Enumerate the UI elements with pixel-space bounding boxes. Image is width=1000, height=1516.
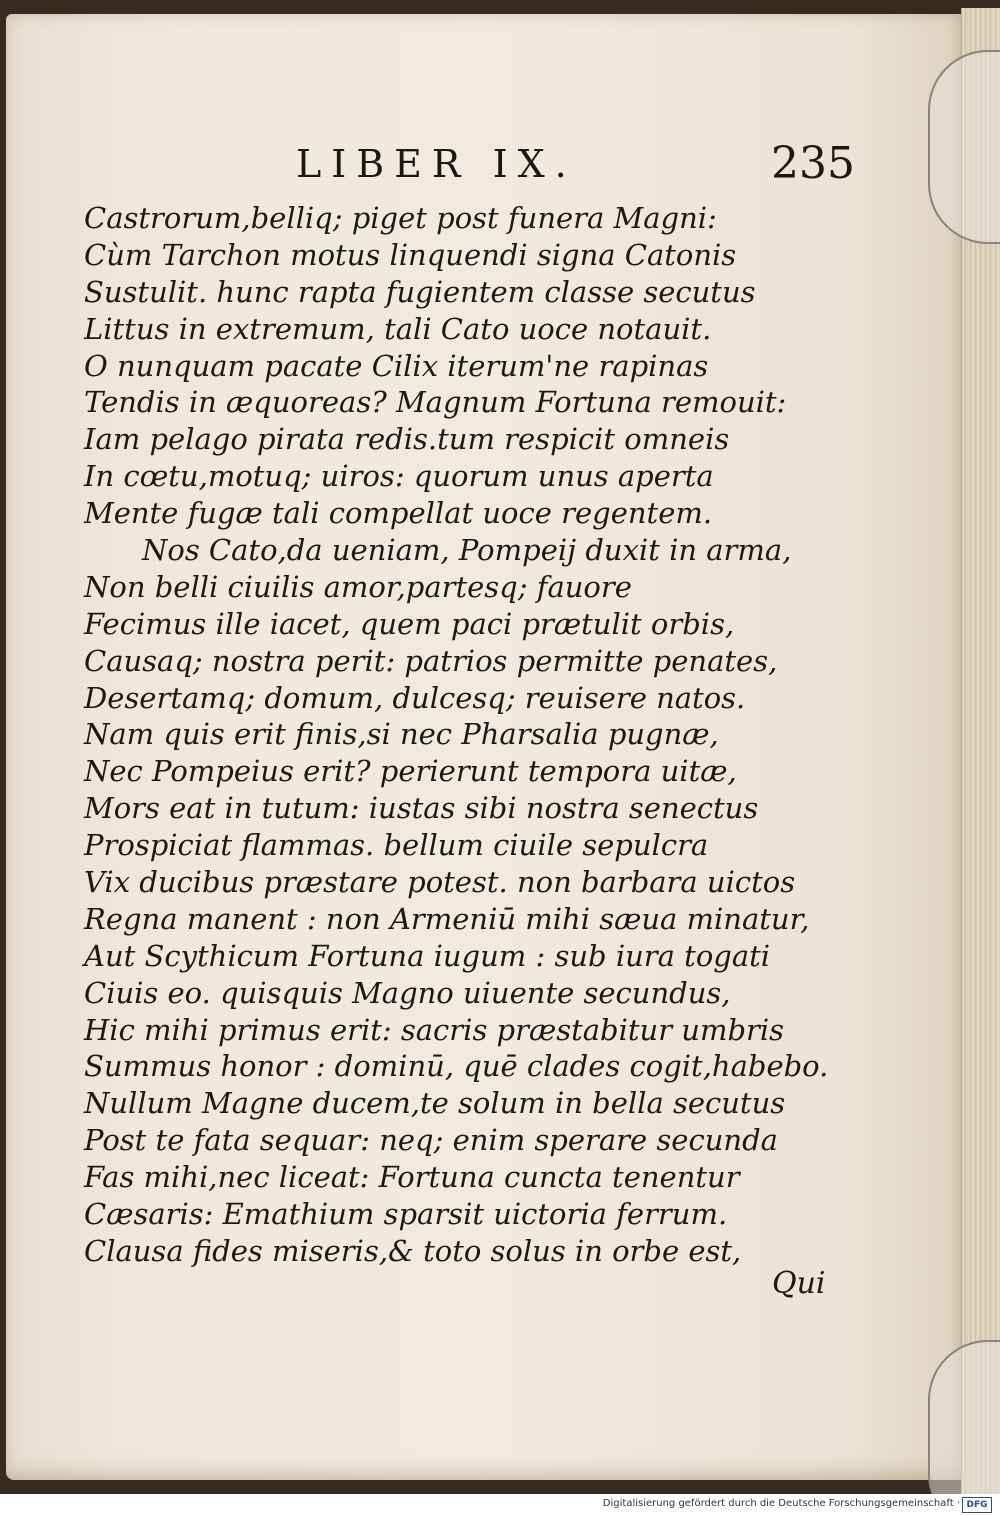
verse-line: Nullum Magne ducem,te solum in bella secutus xyxy=(84,1086,786,1121)
verse-line: Non belli ciuilis amor,partesq; fauore xyxy=(84,569,632,604)
verse-line: Tendis in æquoreas? Magnum Fortuna remouit: xyxy=(84,385,787,420)
verse-line: Mente fugæ tali compellat uoce regentem. xyxy=(84,496,713,531)
verse-line-indented: Nos Cato,da ueniam, Pompeij duxit in arma, xyxy=(142,533,792,568)
verse-line: Iam pelago pirata redis.tum respicit omneis xyxy=(84,422,730,457)
verse-line: Nam quis erit finis,si nec Pharsalia pugnæ, xyxy=(84,717,719,752)
dfg-logo-icon: DFG xyxy=(962,1497,992,1513)
verse-line: Cùm Tarchon motus linquendi signa Catonis xyxy=(84,237,737,272)
verse-line: Cæsaris: Emathium sparsit uictoria ferrum. xyxy=(84,1197,728,1232)
verse-line: Fecimus ille iacet, quem paci prætulit orbis, xyxy=(84,606,735,641)
verse-line: Vix ducibus præstare potest. non barbara uictos xyxy=(84,865,796,900)
verse-line: Littus in extremum, tali Cato uoce notauit. xyxy=(84,311,712,346)
verse-line: Post te fata sequar: neq; enim sperare secunda xyxy=(84,1123,778,1158)
verse-line: Mors eat in tutum: iustas sibi nostra senectus xyxy=(84,791,759,826)
verse-text-block xyxy=(84,200,844,1270)
verse-line: Desertamq; domum, dulcesq; reuisere natos. xyxy=(84,680,746,715)
funding-credit: Digitalisierung gefördert durch die Deutsche Forschungsgemeinschaft · xyxy=(602,1498,960,1509)
verse-line: Ciuis eo. quisquis Magno uiuente secundus, xyxy=(84,975,731,1010)
catchword: Qui xyxy=(772,1266,826,1301)
verse-line: Summus honor : dominū, quē clades cogit,habebo. xyxy=(84,1049,829,1084)
verse-line: In cœtu,motuq; uiros: quorum unus aperta xyxy=(84,459,714,494)
page-number: 235 xyxy=(771,138,855,189)
verse-line: Castrorum,belliq; piget post funera Magni: xyxy=(84,201,717,235)
verse-line: Prospiciat flammas. bellum ciuile sepulcra xyxy=(84,828,709,863)
verse-line: Aut Scythicum Fortuna iugum : sub iura togati xyxy=(84,938,771,973)
book-page xyxy=(6,14,968,1480)
verse-line: Sustulit. hunc rapta fugientem classe secutus xyxy=(84,274,756,309)
verse-line: Fas mihi,nec liceat: Fortuna cuncta tenentur xyxy=(84,1160,740,1195)
running-head: LIBER IX. xyxy=(296,142,577,186)
verse-line: Clausa fides miseris,& toto solus in orbe est, xyxy=(84,1233,742,1268)
verse-line: Nec Pompeius erit? perierunt tempora uitæ, xyxy=(84,754,737,789)
verse-line: Hic mihi primus erit: sacris præstabitur umbris xyxy=(84,1012,785,1047)
footer-bar xyxy=(0,1494,1000,1516)
verse-line: Regna manent : non Armeniū mihi sæua minatur, xyxy=(84,901,810,936)
verse-line: O nunquam pacate Cilix iterum'ne rapinas xyxy=(84,348,709,383)
book-clamp-top xyxy=(928,50,1000,244)
verse-line: Causaq; nostra perit: patrios permitte penates, xyxy=(84,643,778,678)
